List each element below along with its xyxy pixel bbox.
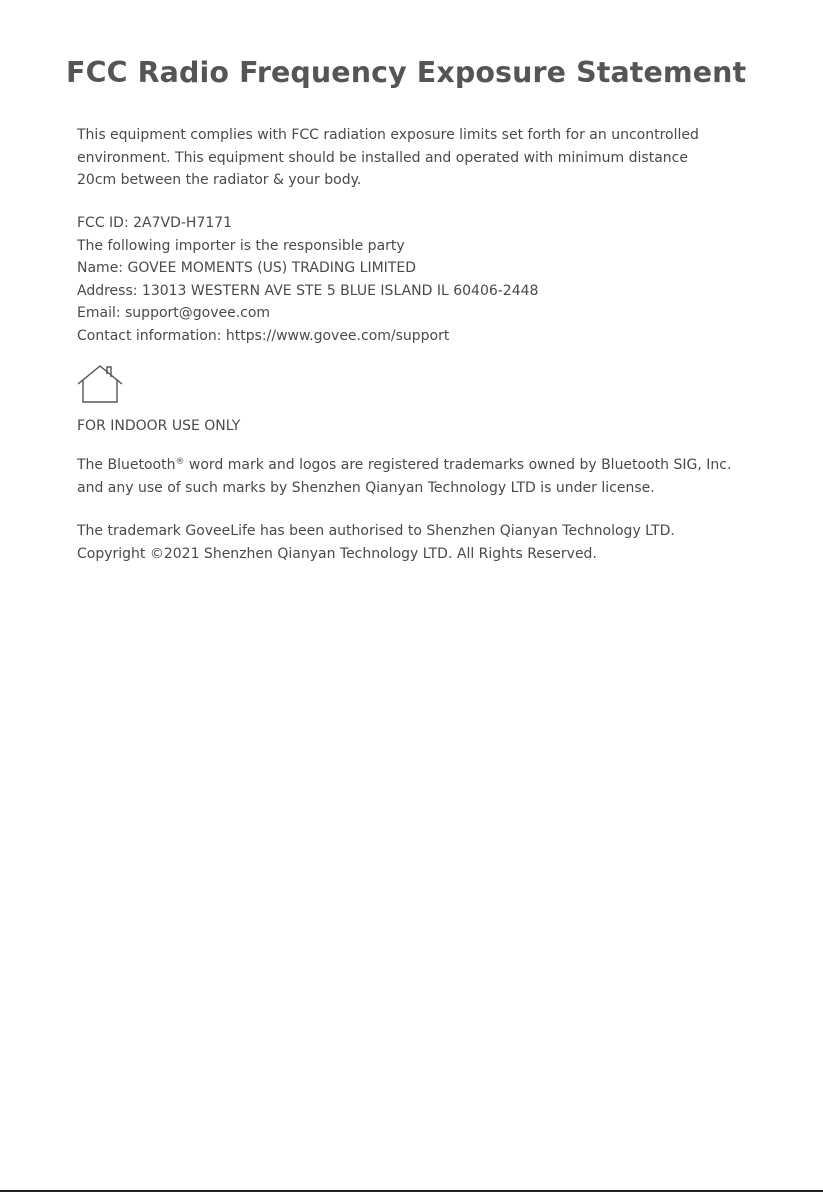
bluetooth-line-1-prefix: The Bluetooth	[77, 457, 176, 473]
exposure-line-3: 20cm between the radiator & your body.	[77, 172, 362, 188]
bluetooth-line-1-suffix: word mark and logos are registered trademarks owned by Bluetooth SIG, Inc.	[184, 457, 732, 473]
bluetooth-line-1	[77, 454, 797, 477]
importer-name: Name: GOVEE MOMENTS (US) TRADING LIMITED	[77, 260, 416, 276]
house-icon	[76, 364, 124, 404]
page-title: FCC Radio Frequency Exposure Statement	[66, 56, 747, 89]
bluetooth-line-2: and any use of such marks by Shenzhen Qianyan Technology LTD is under license.	[77, 479, 655, 496]
bluetooth-paragraph	[77, 454, 797, 499]
contact-information: Contact information: https://www.govee.com/support	[77, 327, 450, 344]
exposure-line-1: This equipment complies with FCC radiation exposure limits set forth for an uncontrolled	[77, 127, 699, 143]
registered-symbol: ®	[175, 457, 185, 467]
fcc-id: FCC ID: 2A7VD-H7171	[77, 215, 233, 231]
exposure-line-2: environment. This equipment should be installed and operated with minimum distance	[77, 149, 688, 166]
trademark-paragraph	[77, 520, 797, 565]
exposure-paragraph	[77, 124, 797, 192]
trademark-line-1: The trademark GoveeLife has been authorised to Shenzhen Qianyan Technology LTD.	[77, 523, 675, 539]
responsible-party-block	[77, 212, 797, 347]
copyright-line: Copyright ©2021 Shenzhen Qianyan Technology LTD. All Rights Reserved.	[77, 545, 597, 562]
importer-email: Email: support@govee.com	[77, 305, 271, 321]
indoor-notice: FOR INDOOR USE ONLY	[77, 418, 241, 434]
importer-line: The following importer is the responsible party	[77, 237, 405, 254]
importer-address: Address: 13013 WESTERN AVE STE 5 BLUE ISLAND IL 60406-2448	[77, 282, 539, 299]
